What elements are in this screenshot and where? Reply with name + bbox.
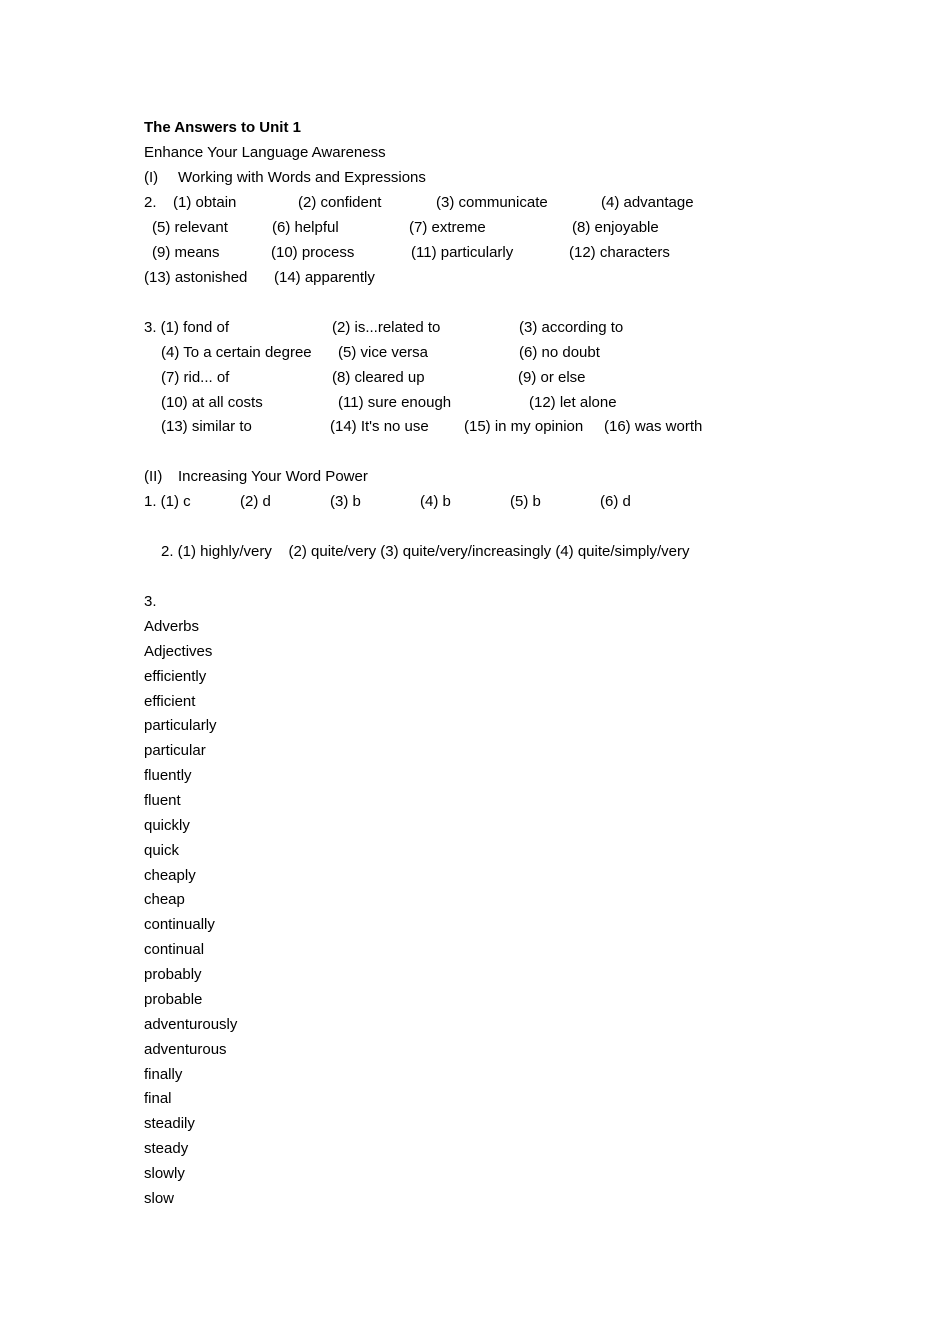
- p1q2-answer: (3) communicate: [436, 194, 548, 211]
- word-list-item: particular: [144, 742, 206, 759]
- p2q3-number: 3.: [144, 593, 157, 610]
- p1q3-answer: (15) in my opinion: [464, 418, 584, 435]
- word-list-item: steadily: [144, 1115, 195, 1132]
- word-list-item: Adjectives: [144, 643, 213, 660]
- p2q1-number: 1. (1) c: [144, 493, 191, 510]
- word-list-item: probable: [144, 991, 203, 1008]
- p1q2-number: 2.: [144, 194, 157, 211]
- p1q2-answer: (2) confident: [298, 194, 382, 211]
- p1q2-answer: (1) obtain: [173, 194, 237, 211]
- p1q2-answer: (4) advantage: [601, 194, 694, 211]
- p1q3-answer: (8) cleared up: [332, 369, 425, 386]
- p1q3-answer: (6) no doubt: [519, 344, 600, 361]
- word-list-item: slow: [144, 1190, 175, 1207]
- p1q3-answer: (5) vice versa: [338, 344, 429, 361]
- p1q3-answer: (10) at all costs: [161, 394, 263, 411]
- word-list-item: continual: [144, 941, 205, 958]
- word-list-item: quickly: [144, 817, 190, 834]
- p2q1-answer: (4) b: [420, 493, 451, 510]
- word-list-item: particularly: [144, 717, 217, 734]
- p1q2-answer: (5) relevant: [152, 219, 228, 236]
- p1q2-answer: (12) characters: [569, 244, 670, 261]
- p1q3-answer: (12) let alone: [529, 394, 617, 411]
- part1-heading: Working with Words and Expressions: [178, 169, 426, 186]
- word-list-item: slowly: [144, 1165, 185, 1182]
- p1q2-answer: (11) particularly: [411, 244, 514, 261]
- p1q3-answer: (11) sure enough: [338, 394, 452, 411]
- p1q3-answer: (7) rid... of: [161, 369, 230, 386]
- p1q2-answer: (14) apparently: [274, 269, 375, 286]
- p1q3-answer: (2) is...related to: [332, 319, 441, 336]
- part2-heading: Increasing Your Word Power: [178, 468, 368, 485]
- p2q1-answer: (2) d: [240, 493, 271, 510]
- word-list-item: efficiently: [144, 668, 207, 685]
- p2q2-answers: 2. (1) highly/very (2) quite/very (3) quite/very/increasingly (4) quite/simply/very: [161, 543, 690, 560]
- word-list-item: fluent: [144, 792, 181, 809]
- p2q1-answer: (6) d: [600, 493, 631, 510]
- p1q2-answer: (7) extreme: [409, 219, 486, 236]
- word-list-item: efficient: [144, 693, 196, 710]
- word-list-item: finally: [144, 1066, 183, 1083]
- word-list-item: steady: [144, 1140, 189, 1157]
- p1q3-answer: (13) similar to: [161, 418, 252, 435]
- p1q3-answer: (4) To a certain degree: [161, 344, 312, 361]
- section-title: Enhance Your Language Awareness: [144, 144, 386, 161]
- p1q3-answer: (3) according to: [519, 319, 624, 336]
- word-list-item: adventurous: [144, 1041, 227, 1058]
- page-title: The Answers to Unit 1: [144, 119, 301, 136]
- p1q3-number: 3. (1) fond of: [144, 319, 230, 336]
- word-list-item: quick: [144, 842, 180, 859]
- word-list-item: fluently: [144, 767, 192, 784]
- p1q2-answer: (6) helpful: [272, 219, 339, 236]
- word-list-item: Adverbs: [144, 618, 200, 635]
- p1q2-answer: (9) means: [152, 244, 220, 261]
- p1q3-answer: (16) was worth: [604, 418, 703, 435]
- part2-roman: (II): [144, 468, 163, 485]
- word-list-item: final: [144, 1090, 172, 1107]
- part1-roman: (I): [144, 169, 159, 186]
- p1q2-answer: (10) process: [271, 244, 355, 261]
- word-list-item: cheaply: [144, 867, 196, 884]
- word-list-item: cheap: [144, 891, 185, 908]
- p1q3-answer: (14) It's no use: [330, 418, 429, 435]
- p1q2-answer: (13) astonished: [144, 269, 248, 286]
- p2q1-answer: (5) b: [510, 493, 541, 510]
- word-list-item: adventurously: [144, 1016, 238, 1033]
- word-list-item: probably: [144, 966, 202, 983]
- p1q3-answer: (9) or else: [518, 369, 586, 386]
- word-list-item: continually: [144, 916, 215, 933]
- p2q1-answer: (3) b: [330, 493, 361, 510]
- p1q2-answer: (8) enjoyable: [572, 219, 659, 236]
